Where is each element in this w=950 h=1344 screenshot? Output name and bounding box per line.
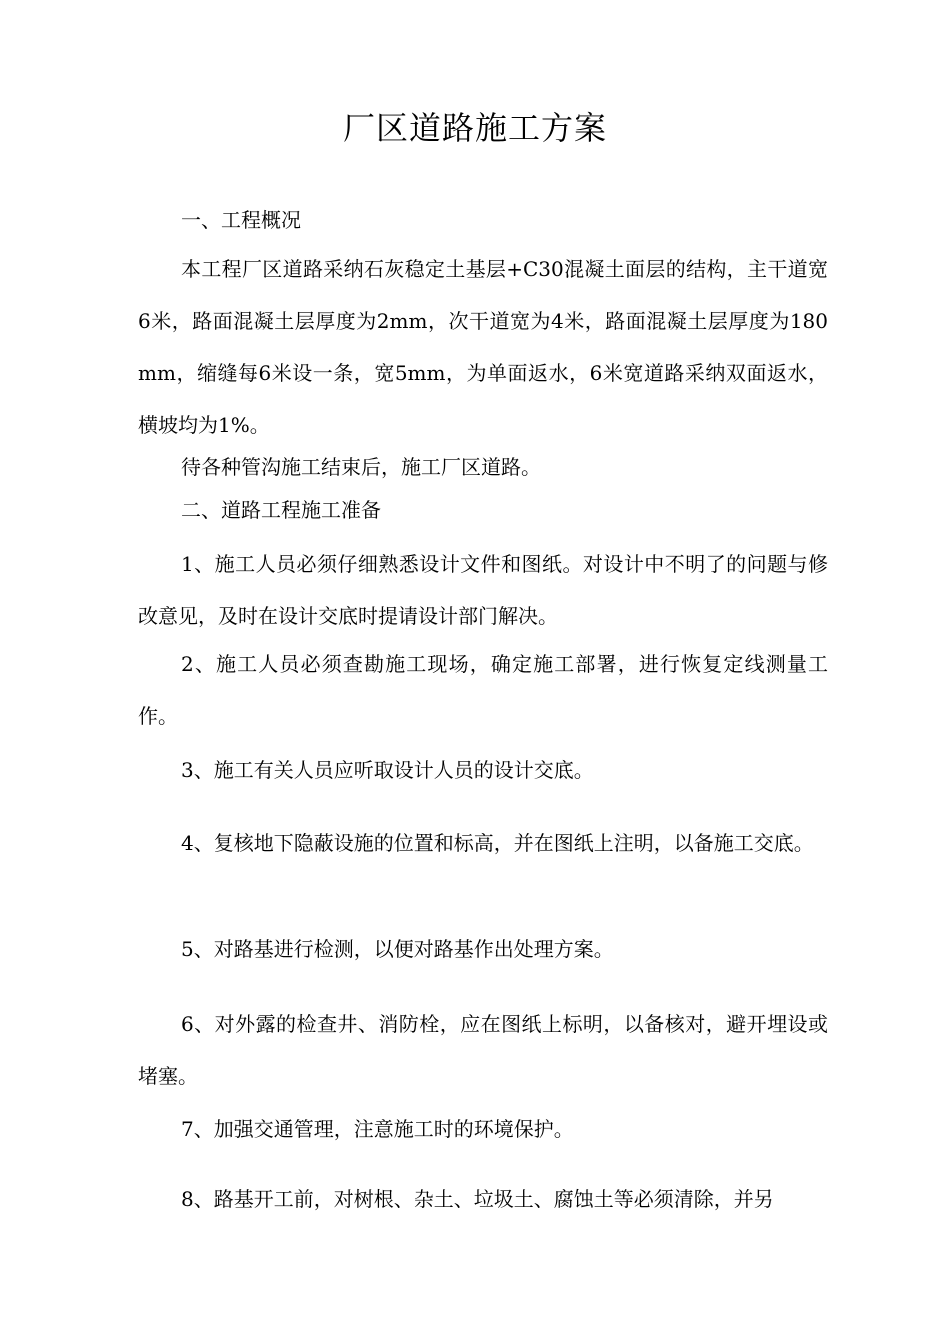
list-item-1: 1、施工人员必须仔细熟悉设计文件和图纸。对设计中不明了的问题与修改意见，及时在设计交底时提请设计部门解决。 [138, 552, 828, 628]
list-item-7: 7、加强交通管理，注意施工时的环境保护。 [181, 1117, 574, 1141]
list-item-5: 5、对路基进行检测，以便对路基作出处理方案。 [181, 937, 614, 961]
document-title: 厂区道路施工方案 [342, 109, 607, 147]
section-heading-preparation: 二、道路工程施工准备 [181, 498, 381, 522]
list-item-2: 2、施工人员必须查勘施工现场，确定施工部署，进行恢复定线测量工作。 [138, 652, 828, 728]
paragraph-pipe-trench: 待各种管沟施工结束后，施工厂区道路。 [181, 455, 541, 479]
paragraph-project-overview: 本工程厂区道路采纳石灰稳定土基层+C30混凝土面层的结构，主干道宽6米，路面混凝土层厚度为2mm，次干道宽为4米，路面混凝土层厚度为180mm，缩缝每6米设一条，宽5mm，为单面返水，6米宽道路采纳双面返水，横坡均为1%。 [138, 257, 828, 437]
section-heading-overview: 一、工程概况 [181, 208, 301, 232]
list-item-3: 3、施工有关人员应听取设计人员的设计交底。 [181, 758, 594, 782]
list-item-4: 4、复核地下隐蔽设施的位置和标高，并在图纸上注明，以备施工交底。 [181, 831, 814, 855]
list-item-6: 6、对外露的检查井、消防栓，应在图纸上标明，以备核对，避开埋设或堵塞。 [138, 1012, 828, 1088]
list-item-8: 8、路基开工前，对树根、杂土、垃圾土、腐蚀土等必须清除，并另 [181, 1187, 774, 1211]
